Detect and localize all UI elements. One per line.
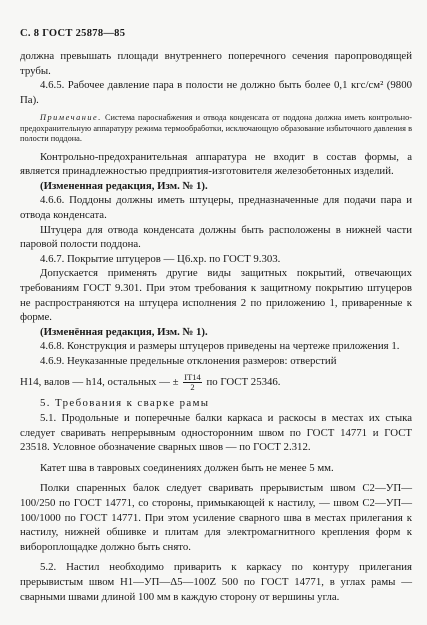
- amendment-note: (Изменённая редакция, Изм. № 1).: [40, 325, 208, 338]
- clause-4-6-7: 4.6.7. Покрытие штуцеров — Ц6.хр. по ГОСТ 9.303.: [40, 252, 281, 265]
- clause-5-2: 5.2. Настил необходимо приварить к каркасу по контуру прилегания прерывистым швом Н1—УП—Δ5—100Z 500 по ГОСТ 14771, в углах рамы — сварными швами длиной 100 мм в каждую сторону от вершины угла.: [20, 561, 412, 603]
- note-text: Система пароснабжения и отвода конденсата от поддона должна иметь контрольно-предохранительную аппаратуру режима термообработки, исключающую образование избыточного давления в полости поддона.: [20, 113, 412, 144]
- formula-right: по ГОСТ 25346.: [206, 375, 281, 388]
- formula-left: Н14, валов — h14, остальных — ±: [20, 375, 179, 388]
- note: [20, 113, 412, 144]
- paragraph: Полки спаренных балок следует сваривать прерывистым швом С2—УП—100/250 по ГОСТ 14771, со стороны, примыкающей к настилу, — швом С2—УП—100/1000 по ГОСТ 14771. При этом усиление сварного шва в местах прилегания к настилу, нижней обшивке и плитам для электромагнитного крепления форм к вибороплощадке должно быть снято.: [20, 482, 412, 553]
- fraction-denominator: 2: [190, 381, 195, 392]
- tolerance-formula: [20, 373, 412, 392]
- clause-5-1: 5.1. Продольные и поперечные балки каркаса и раскосы в местах их стыка следует сваривать непрерывным односторонним швом по ГОСТ 14771 и ГОСТ 23518. Условное обозначение сварных швов — по ГОСТ 2.312.: [20, 412, 412, 454]
- amendment-note: (Измененная редакция, Изм. № 1).: [40, 179, 208, 192]
- paragraph: Штуцера для отвода конденсата должны быть расположены в нижней части паровой полости поддона.: [20, 223, 412, 251]
- clause-4-6-9: 4.6.9. Неуказанные предельные отклонения размеров: отверстий: [40, 354, 337, 367]
- page-header: С. 8 ГОСТ 25878—85: [20, 28, 126, 39]
- fraction: [183, 373, 202, 392]
- note-label: Примечание.: [40, 113, 102, 123]
- paragraph: Катет шва в тавровых соединениях должен быть не менее 5 мм.: [40, 461, 334, 474]
- document-body: [20, 49, 412, 604]
- paragraph: должна превышать площади внутреннего поперечного сечения паропроводящей трубы.: [20, 50, 412, 77]
- clause-4-6-5: 4.6.5. Рабочее давление пара в полости не должно быть более 0,1 кгс/см² (9800 Па).: [20, 79, 412, 106]
- clause-4-6-6: 4.6.6. Поддоны должны иметь штуцеры, предназначенные для подачи пара и отвода конденсата.: [20, 194, 412, 221]
- clause-4-6-8: 4.6.8. Конструкция и размеры штуцеров приведены на чертеже приложения 1.: [40, 340, 400, 353]
- fraction-numerator: IT14: [184, 371, 201, 382]
- section-title: 5. Требования к сварке рамы: [40, 396, 210, 409]
- paragraph: Контрольно-предохранительная аппаратура не входит в состав формы, а является принадлежностью предприятия-изготовителя железобетонных изделий.: [20, 150, 412, 178]
- paragraph: Допускается применять другие виды защитных покрытий, отвечающих требованиям ГОСТ 9.301. При этом требования к защитному покрытию штуцеров не распространяются на штуцера исполнения 2 по приложению 1, приваренные к форме.: [20, 267, 412, 324]
